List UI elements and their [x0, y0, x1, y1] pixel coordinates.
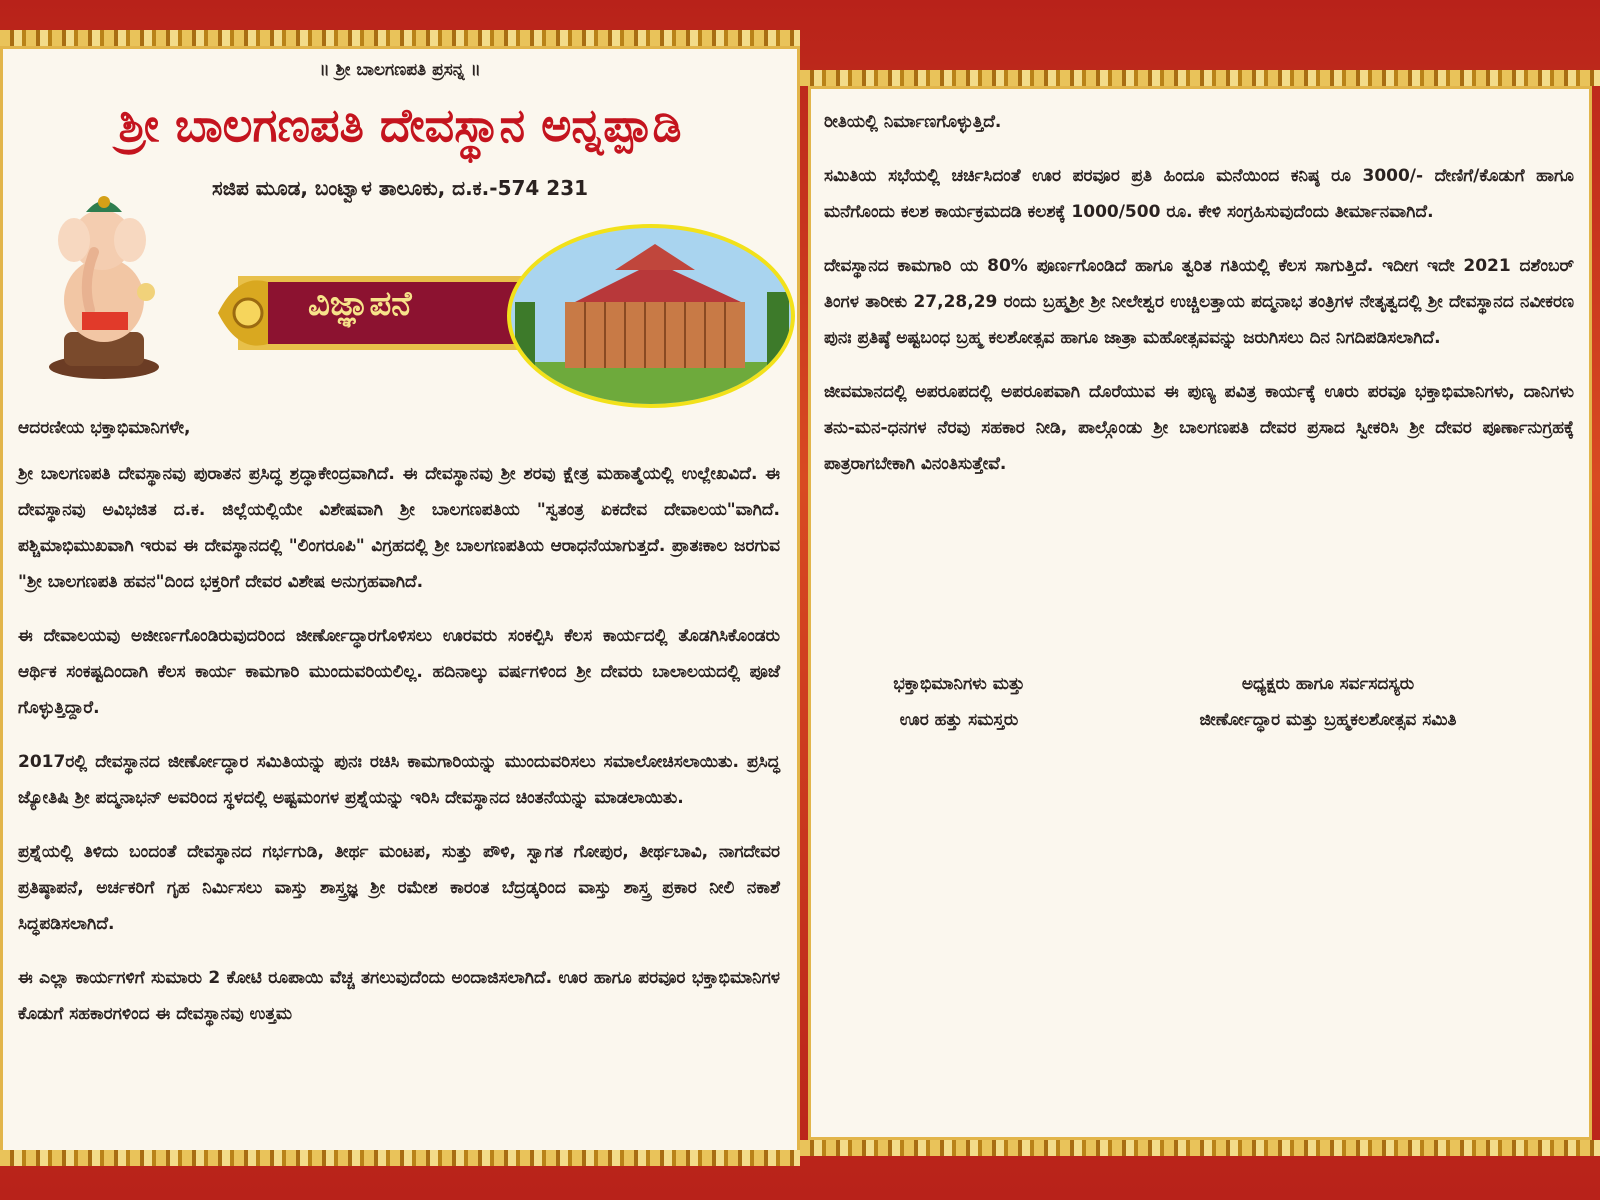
left-paragraph-2: ಈ ದೇವಾಲಯವು ಅಜೀರ್ಣಗೊಂಡಿರುವುದರಿಂದ ಜೀರ್ಣೋದ್ಧಾರಗೊಳಿಸಲು ಊರವರು ಸಂಕಲ್ಪಿಸಿ ಕೆಲಸ ಕಾರ್ಯದಲ್ಲಿ ತೊಡಗಿಸಿಕೊಂಡರು ಆರ್ಥಿಕ ಸಂಕಷ್ಟದಿಂದಾಗಿ ಕೆಲಸ ಕಾರ್ಯ ಕಾಮಗಾರಿ ಮುಂದುವರಿಯಲಿಲ್ಲ. ಹದಿನಾಲ್ಕು ವರ್ಷಗಳಿಂದ ಶ್ರೀ ದೇವರು ಬಾಲಾಲಯದಲ್ಲಿ ಪೂಜೆ ಗೊಳ್ಳುತ್ತಿದ್ದಾರೆ. — [18, 626, 780, 718]
signature-right — [1128, 666, 1528, 738]
temple-title: ಶ್ರೀ ಬಾಲಗಣಪತಿ ದೇವಸ್ಥಾನ ಅನ್ನಪ್ಪಾಡಿ — [118, 98, 682, 152]
signature-left-line-1: ಭಕ್ತಾಭಿಮಾನಿಗಳು ಮತ್ತು — [893, 674, 1025, 694]
left-paragraph-1: ಶ್ರೀ ಬಾಲಗಣಪತಿ ದೇವಸ್ಥಾನವು ಪುರಾತನ ಪ್ರಸಿದ್ಧ ಶ್ರದ್ಧಾಕೇಂದ್ರವಾಗಿದೆ. ಈ ದೇವಸ್ಥಾನವು ಶ್ರೀ ಶರವು ಕ್ಷೇತ್ರ ಮಹಾತ್ಮೆಯಲ್ಲಿ ಉಲ್ಲೇಖವಿದೆ. ಈ ದೇವಸ್ಥಾನವು ಅವಿಭಜಿತ ದ.ಕ. ಜಿಲ್ಲೆಯಲ್ಲಿಯೇ ವಿಶೇಷವಾಗಿ ಶ್ರೀ ಬಾಲಗಣಪತಿಯ "ಸ್ವತಂತ್ರ ಏಕದೇವ ದೇವಾಲಯ"ವಾಗಿದೆ. ಪಶ್ಚಿಮಾಭಿಮುಖವಾಗಿ ಇರುವ ಈ ದೇವಸ್ಥಾನದಲ್ಲಿ "ಲಿಂಗರೂಪಿ" ವಿಗ್ರಹದಲ್ಲಿ ಶ್ರೀ ಬಾಲಗಣಪತಿಯ ಆರಾಧನೆಯಾಗುತ್ತದೆ. ಪ್ರಾತಃಕಾಲ ಜರಗುವ "ಶ್ರೀ ಬಾಲಗಣಪತಿ ಹವನ"ದಿಂದ ಭಕ್ತರಿಗೆ ದೇವರ ವಿಶೇಷ ಅನುಗ್ರಹವಾಗಿದೆ. — [18, 464, 780, 592]
temple-address: ಸಜಿಪ ಮೂಡ, ಬಂಟ್ವಾಳ ತಾಲೂಕು, ದ.ಕ.-574 231 — [211, 176, 589, 200]
greeting: ಆದರಣೀಯ ಭಕ್ತಾಭಿಮಾನಿಗಳೇ, — [18, 418, 191, 438]
left-paragraph-3: 2017ರಲ್ಲಿ ದೇವಸ್ಥಾನದ ಜೀರ್ಣೋದ್ಧಾರ ಸಮಿತಿಯನ್ನು ಪುನಃ ರಚಿಸಿ ಕಾಮಗಾರಿಯನ್ನು ಮುಂದುವರಿಸಲು ಸಮಾಲೋಚಿಸಲಾಯಿತು. ಪ್ರಸಿದ್ಧ ಜ್ಯೋತಿಷಿ ಶ್ರೀ ಪದ್ಮನಾಭನ್ ಅವರಿಂದ ಸ್ಥಳದಲ್ಲಿ ಅಷ್ಟಮಂಗಳ ಪ್ರಶ್ನೆಯನ್ನು ಇರಿಸಿ ದೇವಸ್ಥಾನದ ಚಿಂತನೆಯನ್ನು ಮಾಡಲಾಯಿತು. — [18, 752, 780, 808]
right-paragraph-1: ರೀತಿಯಲ್ಲಿ ನಿರ್ಮಾಣಗೊಳ್ಳುತ್ತಿದೆ. — [824, 112, 1002, 132]
left-paragraph-5: ಈ ಎಲ್ಲಾ ಕಾರ್ಯಗಳಿಗೆ ಸುಮಾರು 2 ಕೋಟಿ ರೂಪಾಯಿ ವೆಚ್ಚ ತಗಲುವುದೆಂದು ಅಂದಾಜಿಸಲಾಗಿದೆ. ಊರ ಹಾಗೂ ಪರವೂರ ಭಕ್ತಾಭಿಮಾನಿಗಳ ಕೊಡುಗೆ ಸಹಕಾರಗಳಿಂದ ಈ ದೇವಸ್ಥಾನವು ಉತ್ತಮ — [18, 968, 780, 1024]
right-paragraph-4: ಜೀವಮಾನದಲ್ಲಿ ಅಪರೂಪದಲ್ಲಿ ಅಪರೂಪವಾಗಿ ದೊರೆಯುವ ಈ ಪುಣ್ಯ ಪವಿತ್ರ ಕಾರ್ಯಕ್ಕೆ ಊರು ಪರವೂ ಭಕ್ತಾಭಿಮಾನಿಗಳು, ದಾನಿಗಳು ತನು-ಮನ-ಧನಗಳ ನೆರವು ಸಹಕಾರ ನೀಡಿ, ಪಾಲ್ಗೊಂಡು ಶ್ರೀ ಬಾಲಗಣಪತಿ ದೇವರ ಪ್ರಸಾದ ಸ್ವೀಕರಿಸಿ ಶ್ರೀ ದೇವರ ಪೂರ್ಣಾನುಗ್ರಹಕ್ಕೆ ಪಾತ್ರರಾಗಬೇಕಾಗಿ ವಿನಂತಿಸುತ್ತೇವೆ. — [824, 382, 1574, 474]
invocation-text: ॥ ಶ್ರೀ ಬಾಲಗಣಪತಿ ಪ್ರಸನ್ನ ॥ — [319, 60, 481, 80]
ganesha-image — [24, 182, 184, 382]
signature-left-line-2: ಊರ ಹತ್ತು ಸಮಸ್ತರು — [899, 710, 1019, 730]
right-page — [800, 0, 1600, 1200]
right-paper — [808, 86, 1592, 1140]
top-border — [800, 70, 1600, 86]
right-paragraph-3: ದೇವಸ್ಥಾನದ ಕಾಮಗಾರಿ ಯ 80% ಪೂರ್ಣಗೊಂಡಿದೆ ಹಾಗೂ ತ್ವರಿತ ಗತಿಯಲ್ಲಿ ಕೆಲಸ ಸಾಗುತ್ತಿದೆ. ಇದೀಗ ಇದೇ 2021 ದಶೆಂಬರ್ ತಿಂಗಳ ತಾರೀಕು 27,28,29 ರಂದು ಬ್ರಹ್ಮಶ್ರೀ ಶ್ರೀ ನೀಲೇಶ್ವರ ಉಚ್ಚಿಲತ್ತಾಯ ಪದ್ಮನಾಭ ತಂತ್ರಿಗಳ ನೇತೃತ್ವದಲ್ಲಿ ಶ್ರೀ ದೇವಸ್ಥಾನದ ನವೀಕರಣ ಪುನಃ ಪ್ರತಿಷ್ಠೆ ಅಷ್ಟಬಂಧ ಬ್ರಹ್ಮ ಕಲಶೋತ್ಸವ ಹಾಗೂ ಜಾತ್ರಾ ಮಹೋತ್ಸವವನ್ನು ಜರುಗಿಸಲು ದಿನ ನಿಗದಿಪಡಿಸಲಾಗಿದೆ. — [824, 256, 1574, 348]
left-paper — [0, 46, 800, 1166]
bottom-border — [0, 1150, 800, 1166]
banner-label: ವಿಜ್ಞಾಪನೆ — [308, 284, 412, 324]
temple-photo — [505, 222, 797, 410]
right-paragraph-2: ಸಮಿತಿಯ ಸಭೆಯಲ್ಲಿ ಚರ್ಚಿಸಿದಂತೆ ಊರ ಪರವೂರ ಪ್ರತಿ ಹಿಂದೂ ಮನೆಯಿಂದ ಕನಿಷ್ಠ ರೂ 3000/- ದೇಣಿಗೆ/ಕೊಡುಗೆ ಹಾಗೂ ಮನೆಗೊಂದು ಕಲಶ ಕಾರ್ಯಕ್ರಮದಡಿ ಕಲಶಕ್ಕೆ 1000/500 ರೂ. ಕೇಳಿ ಸಂಗ್ರಹಿಸುವುದೆಂದು ತೀರ್ಮಾನವಾಗಿದೆ. — [824, 166, 1574, 222]
signature-right-line-2: ಜೀರ್ಣೋದ್ಧಾರ ಮತ್ತು ಬ್ರಹ್ಮಕಲಶೋತ್ಸವ ಸಮಿತಿ — [1199, 710, 1457, 730]
left-paragraph-4: ಪ್ರಶ್ನೆಯಲ್ಲಿ ತಿಳಿದು ಬಂದಂತೆ ದೇವಸ್ಥಾನದ ಗರ್ಭಗುಡಿ, ತೀರ್ಥ ಮಂಟಪ, ಸುತ್ತು ಪೌಳಿ, ಸ್ವಾಗತ ಗೋಪುರ, ತೀರ್ಥಬಾವಿ, ನಾಗದೇವರ ಪ್ರತಿಷ್ಠಾಪನೆ, ಅರ್ಚಕರಿಗೆ ಗೃಹ ನಿರ್ಮಿಸಲು ವಾಸ್ತು ಶಾಸ್ತ್ರಜ್ಞ ಶ್ರೀ ರಮೇಶ ಕಾರಂತ ಬೆದ್ರಡ್ಕರಿಂದ ವಾಸ್ತು ಶಾಸ್ತ್ರ ಪ್ರಕಾರ ನೀಲಿ ನಕಾಶೆ ಸಿದ್ಧಪಡಿಸಲಾಗಿದೆ. — [18, 842, 780, 934]
right-body — [824, 104, 1574, 500]
signature-left — [844, 666, 1074, 738]
signature-right-line-1: ಅಧ್ಯಕ್ಷರು ಹಾಗೂ ಸರ್ವಸದಸ್ಯರು — [1241, 674, 1415, 694]
left-body — [18, 456, 780, 1050]
bottom-border — [800, 1140, 1600, 1156]
top-border — [0, 30, 800, 46]
